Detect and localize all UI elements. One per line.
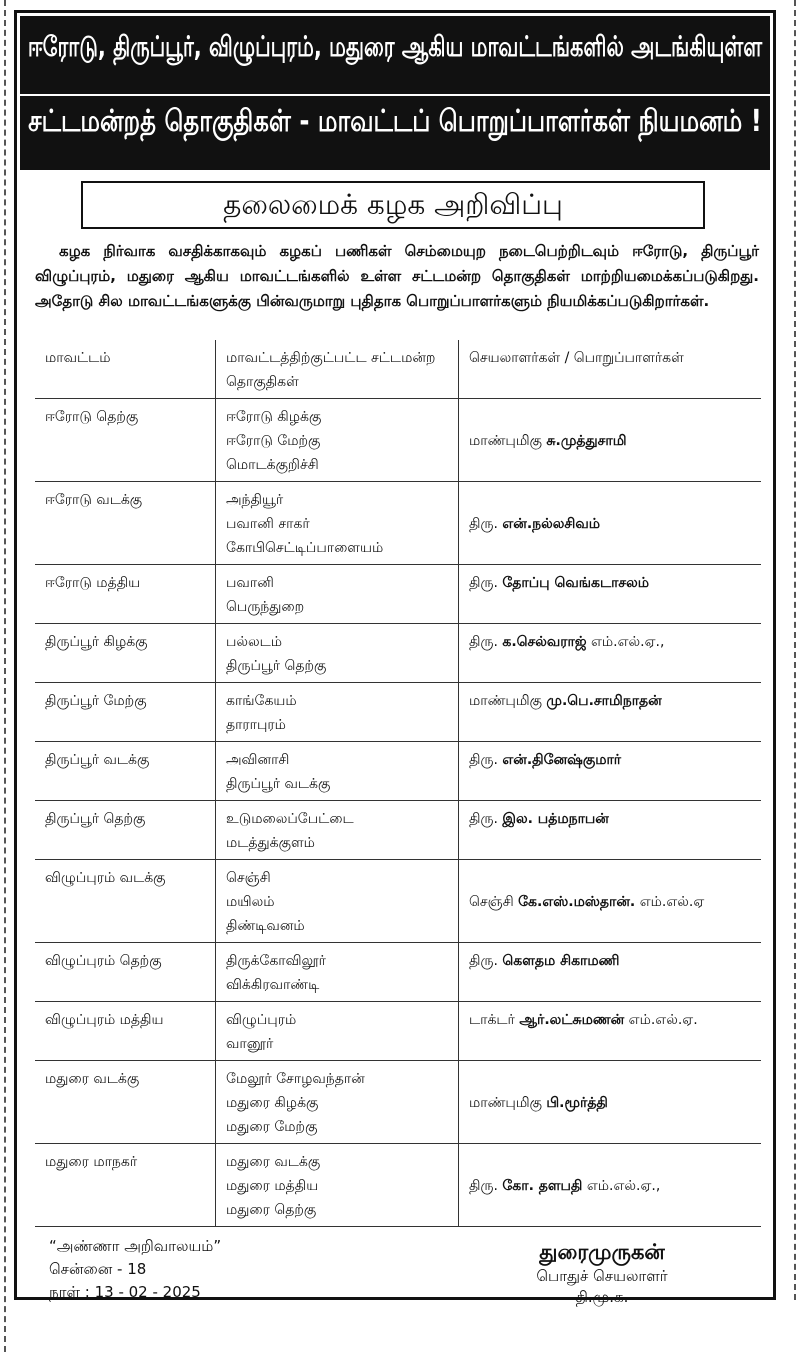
constituencies-cell (216, 565, 459, 624)
official-prefix: திரு. (469, 953, 498, 969)
official-cell (459, 860, 762, 943)
official-name: ஆர்.லட்சுமணன் (519, 1012, 625, 1028)
official-name: மு.பெ.சாமிநாதன் (546, 693, 662, 709)
constituencies-cell (216, 943, 459, 1002)
intro-paragraph: கழக நிர்வாக வசதிக்காகவும் கழகப் பணிகள் செம்மையுற நடைபெற்றிடவும் ஈரோடு, திருப்பூர் விழுப்புரம், மதுரை ஆகிய மாவட்டங்களில் உள்ள சட்டமன்ற தொகுதிகள் மாற்றியமைக்கப்படுகிறது. அதோடு சில மாவட்டங்களுக்கு பின்வருமாறு புதிதாக பொறுப்பாளர்களும் நியமிக்கப்படுகிறார்கள். (35, 242, 759, 310)
official-prefix: திரு. (469, 811, 498, 827)
headline-banner (20, 16, 770, 170)
constituency-name: விழுப்புரம் (226, 1012, 297, 1028)
table-row (35, 943, 761, 1002)
district-cell: திருப்பூர் வடக்கு (35, 742, 216, 801)
official-name: இல. பத்மநாபன் (502, 811, 609, 827)
official-cell (459, 1144, 762, 1227)
constituencies-cell (216, 683, 459, 742)
appointments-table (35, 340, 761, 1227)
official-suffix: எம்.எல்.ஏ (639, 894, 705, 910)
district-cell: மதுரை வடக்கு (35, 1061, 216, 1144)
official-suffix: எம்.எல்.ஏ., (590, 634, 665, 650)
official-name: கே.எஸ்.மஸ்தான். (518, 894, 636, 910)
constituency-name: திருப்பூர் வடக்கு (226, 776, 331, 792)
constituency-name: மடத்துக்குளம் (226, 835, 315, 851)
district-cell: திருப்பூர் கிழக்கு (35, 624, 216, 683)
district-cell: ஈரோடு மத்திய (35, 565, 216, 624)
official-prefix: மாண்புமிகு (469, 433, 542, 449)
table-row (35, 1061, 761, 1144)
district-cell: மதுரை மாநகர் (35, 1144, 216, 1227)
constituency-name: பல்லடம் (226, 634, 283, 650)
constituency-name: உடுமலைப்பேட்டை (226, 811, 354, 827)
official-name: க.செல்வராஜ் (502, 634, 587, 650)
announcement-frame (14, 10, 776, 1306)
official-cell (459, 943, 762, 1002)
constituency-name: வானூர் (226, 1036, 274, 1052)
official-suffix: எம்.எல்.ஏ. (628, 1012, 698, 1028)
official-name: கௌதம சிகாமணி (502, 953, 620, 969)
table-row (35, 1002, 761, 1061)
official-name: தோப்பு வெங்கடாசலம் (502, 575, 650, 591)
constituency-name: பெருந்துறை (226, 599, 305, 615)
constituency-name: அந்தியூர் (226, 492, 284, 508)
constituencies-cell (216, 801, 459, 860)
official-cell (459, 565, 762, 624)
official-prefix: திரு. (469, 752, 498, 768)
district-cell: விழுப்புரம் வடக்கு (35, 860, 216, 943)
official-name: பி.மூர்த்தி (546, 1095, 608, 1111)
constituency-name: கோபிசெட்டிப்பாளையம் (226, 540, 384, 556)
constituencies-cell (216, 742, 459, 801)
headline-divider (20, 94, 770, 96)
district-cell: ஈரோடு வடக்கு (35, 482, 216, 565)
official-cell (459, 683, 762, 742)
constituencies-cell (216, 1061, 459, 1144)
header-constituencies: மாவட்டத்திற்குட்பட்ட சட்டமன்ற தொகுதிகள் (216, 340, 459, 399)
official-cell (459, 1002, 762, 1061)
district-cell: விழுப்புரம் மத்திய (35, 1002, 216, 1061)
official-prefix: செஞ்சி (469, 894, 514, 910)
constituency-name: மதுரை வடக்கு (226, 1154, 321, 1170)
table-row (35, 399, 761, 482)
official-name: என்.தினேஷ்குமார் (502, 752, 622, 768)
footer-place-name: “அண்ணா அறிவாலயம்” (49, 1237, 222, 1255)
constituency-name: ஈரோடு மேற்கு (226, 433, 321, 449)
table-row (35, 860, 761, 943)
constituency-name: திண்டிவனம் (226, 918, 305, 934)
district-cell: திருப்பூர் மேற்கு (35, 683, 216, 742)
table-row (35, 1144, 761, 1227)
constituency-name: செஞ்சி (226, 870, 271, 886)
constituency-name: ஈரோடு கிழக்கு (226, 409, 322, 425)
constituencies-cell (216, 482, 459, 565)
header-officials: செயலாளர்கள் / பொறுப்பாளர்கள் (459, 340, 762, 399)
constituency-name: பவானி சாகர் (226, 516, 310, 532)
table-row (35, 482, 761, 565)
official-cell (459, 1061, 762, 1144)
header-district: மாவட்டம் (35, 340, 216, 399)
constituencies-cell (216, 860, 459, 943)
official-cell (459, 624, 762, 683)
constituency-name: விக்கிரவாண்டி (226, 977, 320, 993)
footer-date: நாள் : 13 - 02 - 2025 (49, 1283, 201, 1301)
constituency-name: தாராபுரம் (226, 717, 286, 733)
signatory-name: துரைமுருகன் (539, 1240, 665, 1264)
constituencies-cell (216, 1144, 459, 1227)
district-cell: திருப்பூர் தெற்கு (35, 801, 216, 860)
official-name: என்.நல்லசிவம் (502, 516, 601, 532)
district-cell: ஈரோடு தெற்கு (35, 399, 216, 482)
official-prefix: திரு. (469, 575, 498, 591)
official-prefix: மாண்புமிகு (469, 693, 542, 709)
official-cell (459, 801, 762, 860)
table-row (35, 565, 761, 624)
official-name: கோ. தளபதி (502, 1178, 583, 1194)
constituency-name: மதுரை கிழக்கு (226, 1095, 319, 1111)
constituency-name: திருக்கோவிலூர் (226, 953, 326, 969)
constituency-name: மேலூர் சோழவந்தான் (226, 1071, 365, 1087)
official-prefix: திரு. (469, 516, 498, 532)
footer-city: சென்னை - 18 (49, 1260, 147, 1278)
district-cell: விழுப்புரம் தெற்கு (35, 943, 216, 1002)
constituency-name: மதுரை மத்திய (226, 1178, 319, 1194)
official-name: சு.முத்துசாமி (546, 433, 627, 449)
official-prefix: திரு. (469, 634, 498, 650)
official-prefix: டாக்டர் (469, 1012, 515, 1028)
constituency-name: பவானி (226, 575, 274, 591)
constituencies-cell (216, 1002, 459, 1061)
official-prefix: மாண்புமிகு (469, 1095, 542, 1111)
constituency-name: காங்கேயம் (226, 693, 297, 709)
headline-line-1: ஈரோடு, திருப்பூர், விழுப்புரம், மதுரை ஆகிய மாவட்டங்களில் அடங்கியுள்ள (27, 30, 763, 63)
constituencies-cell (216, 399, 459, 482)
constituency-name: மதுரை தெற்கு (226, 1202, 317, 1218)
party-name: தி.மு.க. (575, 1288, 629, 1306)
constituencies-cell (216, 624, 459, 683)
official-cell (459, 742, 762, 801)
official-suffix: எம்.எல்.ஏ., (586, 1178, 661, 1194)
table-row (35, 683, 761, 742)
table-row (35, 624, 761, 683)
signatory-designation: பொதுச் செயலாளர் (536, 1267, 668, 1285)
official-prefix: திரு. (469, 1178, 498, 1194)
table-header-row (35, 340, 761, 399)
official-cell (459, 399, 762, 482)
footer-signature-block (507, 1238, 697, 1308)
constituency-name: மதுரை மேற்கு (226, 1119, 318, 1135)
table-row (35, 801, 761, 860)
page-right-dashed-border (794, 0, 796, 1300)
constituency-name: மொடக்குறிச்சி (226, 457, 319, 473)
constituency-name: அவினாசி (226, 752, 290, 768)
constituency-name: திருப்பூர் தெற்கு (226, 658, 327, 674)
announcement-title: தலைமைக் கழக அறிவிப்பு (81, 181, 705, 229)
official-cell (459, 482, 762, 565)
headline-line-2: சட்டமன்றத் தொகுதிகள் - மாவட்டப் பொறுப்பாளர்கள் நியமனம் ! (28, 104, 762, 139)
footer-address (49, 1235, 221, 1304)
page-left-dashed-border (4, 0, 6, 1352)
appointments-table-body (35, 340, 761, 1227)
table-row (35, 742, 761, 801)
constituency-name: மயிலம் (226, 894, 275, 910)
